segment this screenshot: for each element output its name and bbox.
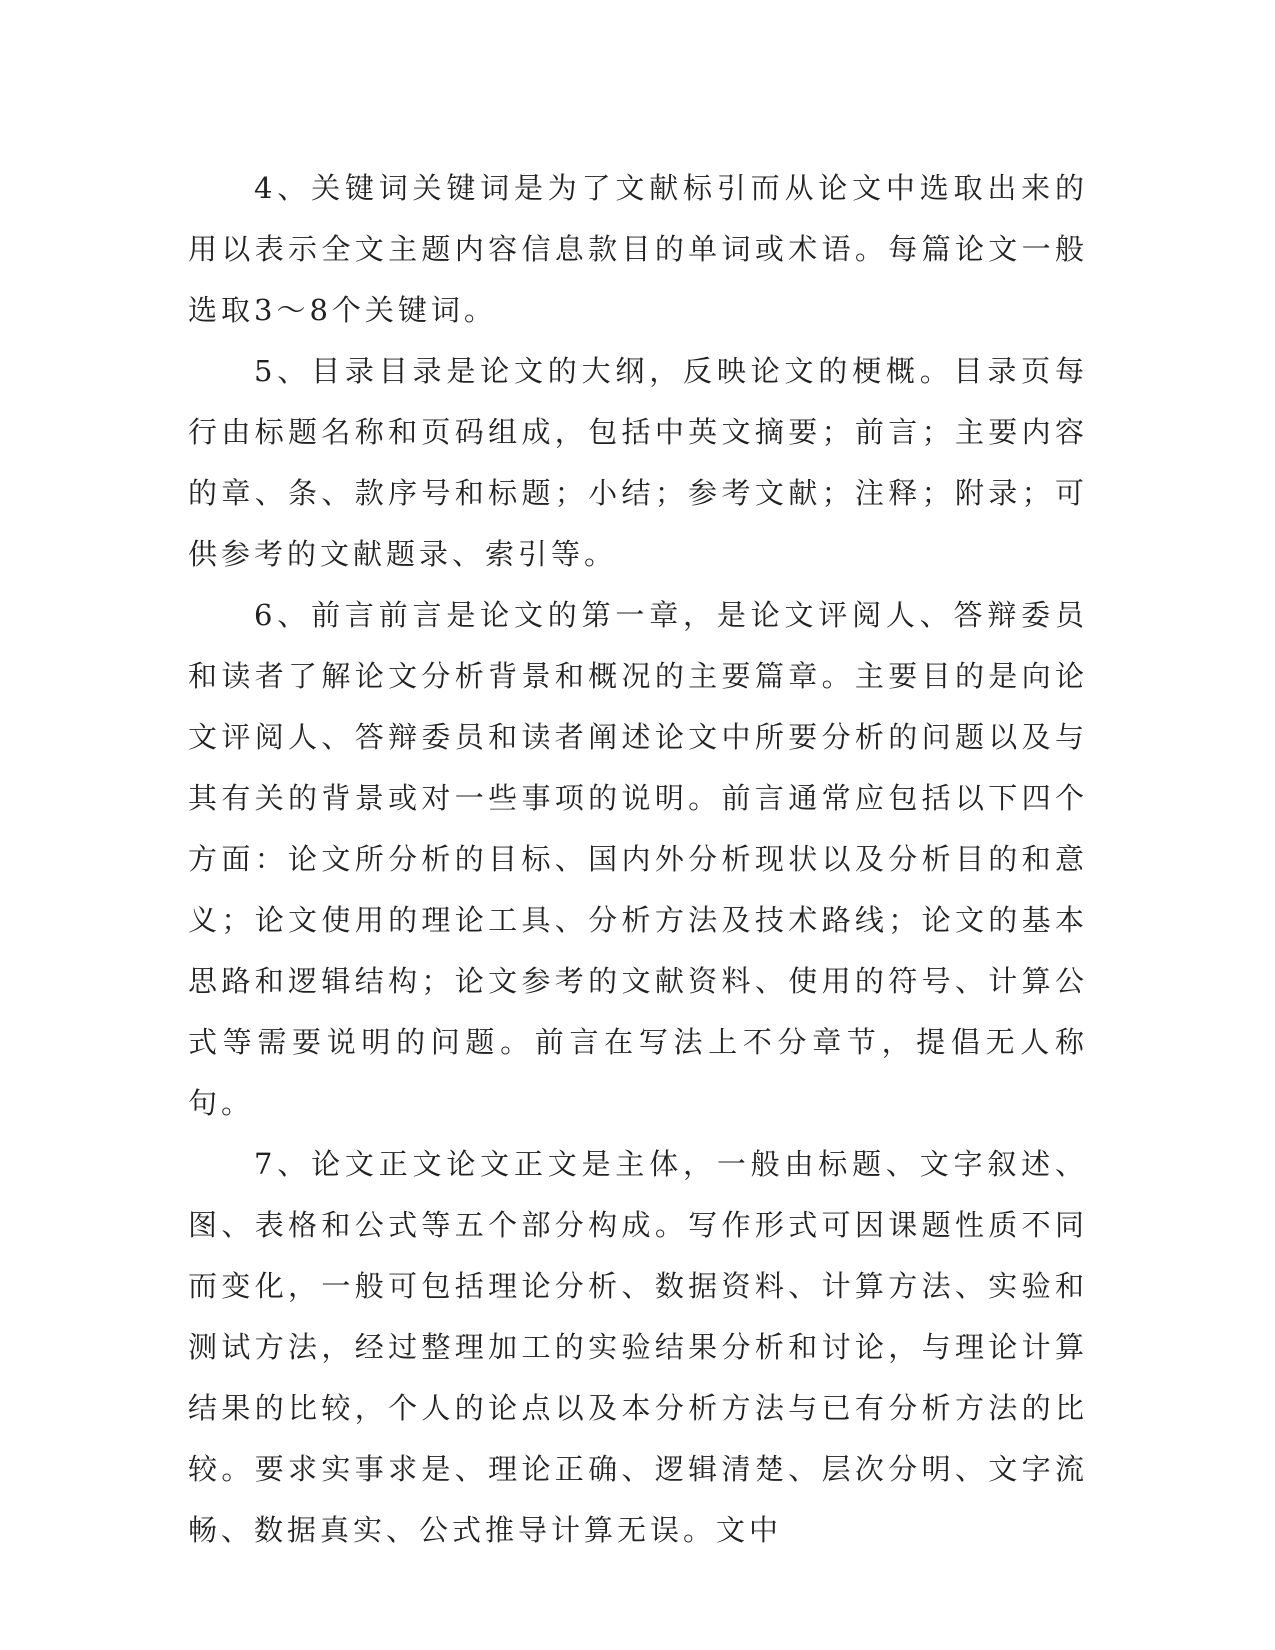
- paragraph-keywords: 4、关键词关键词是为了文献标引而从论文中选取出来的用以表示全文主题内容信息款目的单词或术语。每篇论文一般选取3～8个关键词。: [188, 171, 1088, 327]
- paragraph-preface: 6、前言前言是论文的第一章，是论文评阅人、答辩委员和读者了解论文分析背景和概况的主要篇章。主要目的是向论文评阅人、答辩委员和读者阐述论文中所要分析的问题以及与其有关的背景或对一些事项的说明。前言通常应包括以下四个方面：论文所分析的目标、国内外分析现状以及分析目的和意义；论文使用的理论工具、分析方法及技术路线；论文的基本思路和逻辑结构；论文参考的文献资料、使用的符号、计算公式等需要说明的问题。前言在写法上不分章节，提倡无人称句。: [188, 598, 1088, 1120]
- paragraph-table-of-contents: 5、目录目录是论文的大纲，反映论文的梗概。目录页每行由标题名称和页码组成，包括中英文摘要；前言；主要内容的章、条、款序号和标题；小结；参考文献；注释；附录；可供参考的文献题录、索引等。: [188, 354, 1088, 571]
- paragraph-main-body: 7、论文正文论文正文是主体，一般由标题、文字叙述、图、表格和公式等五个部分构成。写作形式可因课题性质不同而变化，一般可包括理论分析、数据资料、计算方法、实验和测试方法，经过整理加工的实验结果分析和讨论，与理论计算结果的比较，个人的论点以及本分析方法与已有分析方法的比较。要求实事求是、理论正确、逻辑清楚、层次分明、文字流畅、数据真实、公式推导计算无误。文中: [188, 1147, 1088, 1547]
- body-text: [188, 158, 1088, 1561]
